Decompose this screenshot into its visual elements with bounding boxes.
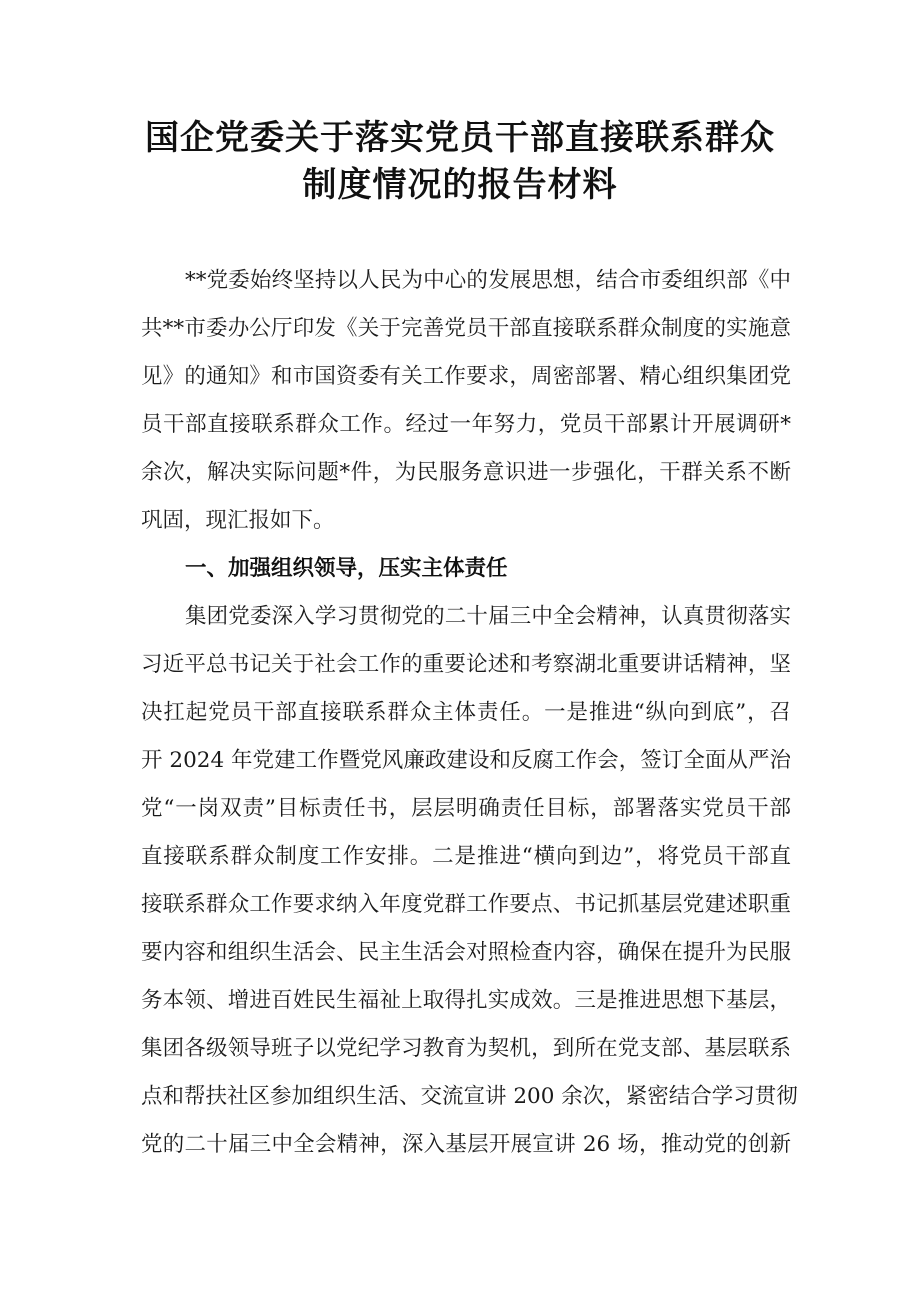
section-line: 直接联系群众制度工作安排。二是推进“横向到边”，将党员干部直 xyxy=(141,844,791,869)
section-line: 开 2024 年党建工作暨党风廉政建设和反腐工作会，签订全面从严治 xyxy=(141,748,791,773)
document-title-line-1: 国企党委关于落实党员干部直接联系群众 xyxy=(145,118,775,158)
section-line: 要内容和组织生活会、民主生活会对照检查内容，确保在提升为民服 xyxy=(141,940,791,965)
intro-line: **党委始终坚持以人民为中心的发展思想，结合市委组织部《中 xyxy=(185,268,791,293)
section-line: 习近平总书记关于社会工作的重要论述和考察湖北重要讲话精神，坚 xyxy=(141,652,791,677)
intro-line: 余次，解决实际问题*件，为民服务意识进一步强化，干群关系不断 xyxy=(141,460,791,485)
section-line: 党的二十届三中全会精神，深入基层开展宣讲 26 场，推动党的创新 xyxy=(141,1132,791,1157)
section-line: 集团党委深入学习贯彻党的二十届三中全会精神，认真贯彻落实 xyxy=(185,604,791,629)
intro-line: 共**市委办公厅印发《关于完善党员干部直接联系群众制度的实施意 xyxy=(141,316,791,341)
document-title-line-2: 制度情况的报告材料 xyxy=(302,165,618,205)
section-line: 接联系群众工作要求纳入年度党群工作要点、书记抓基层党建述职重 xyxy=(141,892,791,917)
section-line: 党“一岗双责”目标责任书，层层明确责任目标，部署落实党员干部 xyxy=(141,796,791,821)
intro-line: 见》的通知》和市国资委有关工作要求，周密部署、精心组织集团党 xyxy=(141,364,791,389)
section-line: 集团各级领导班子以党纪学习教育为契机，到所在党支部、基层联系 xyxy=(141,1036,791,1061)
section-heading: 一、加强组织领导，压实主体责任 xyxy=(185,556,508,581)
section-line: 点和帮扶社区参加组织生活、交流宣讲 200 余次，紧密结合学习贯彻 xyxy=(141,1084,798,1109)
intro-line: 巩固，现汇报如下。 xyxy=(141,508,335,533)
intro-line: 员干部直接联系群众工作。经过一年努力，党员干部累计开展调研* xyxy=(141,412,791,437)
section-line: 务本领、增进百姓民生福祉上取得扎实成效。三是推进思想下基层， xyxy=(141,988,791,1013)
section-line: 决扛起党员干部直接联系群众主体责任。一是推进“纵向到底”，召 xyxy=(141,700,791,725)
